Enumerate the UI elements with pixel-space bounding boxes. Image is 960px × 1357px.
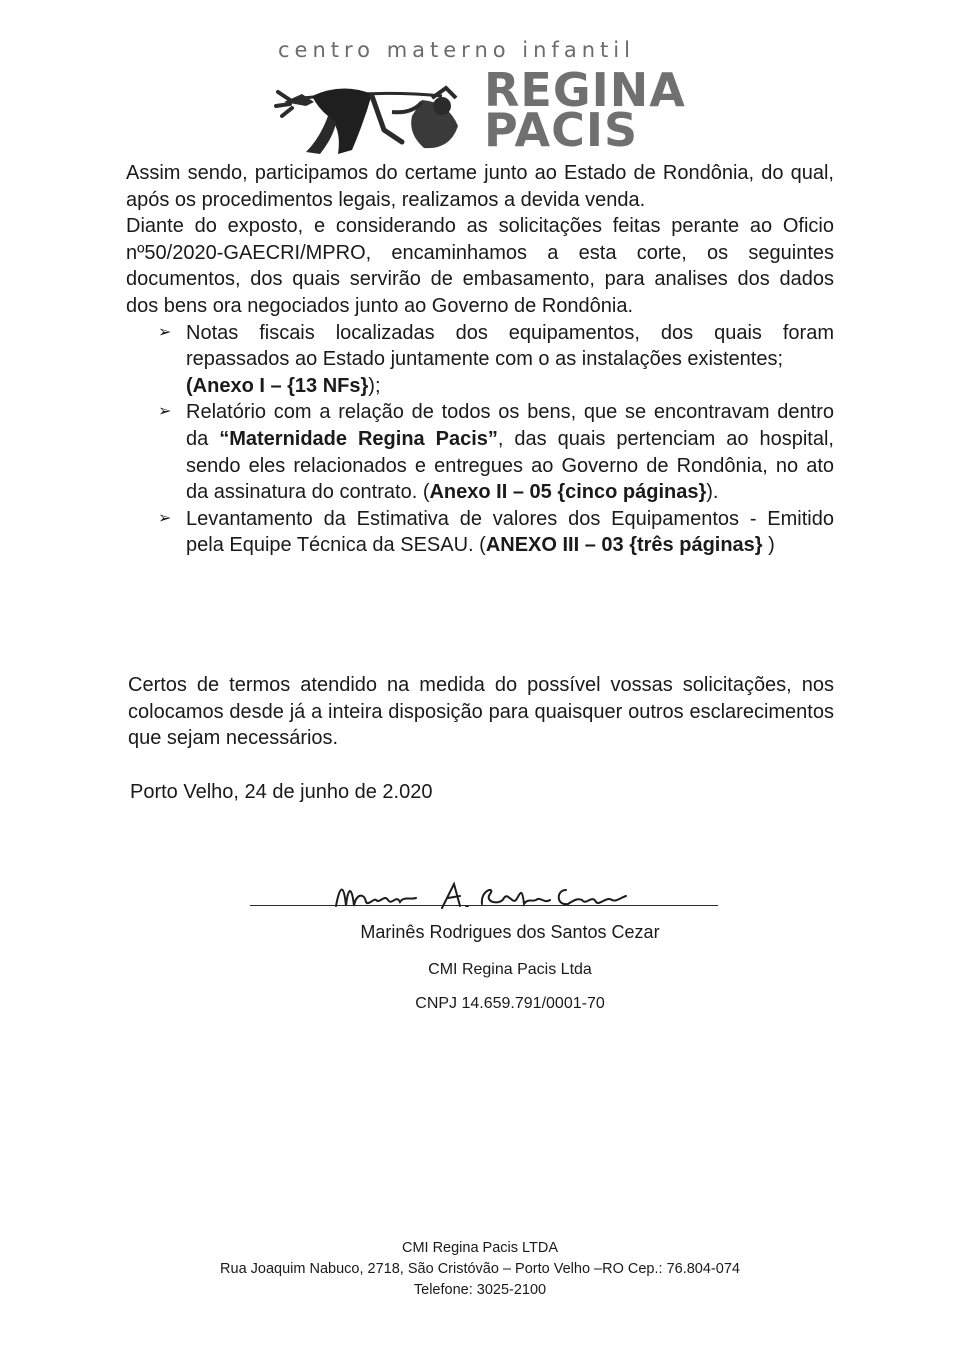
place-date: Porto Velho, 24 de junho de 2.020: [130, 781, 433, 803]
logo-name: [484, 63, 686, 157]
list-item-text: Notas fiscais localizadas dos equipamentos, dos quais foram repassados ao Estado juntamente com o as instalações existentes;: [186, 321, 834, 371]
arrow-bullet-icon: ➢: [158, 403, 172, 421]
annex-ref: Anexo II – 05 {cinco páginas}: [429, 481, 707, 504]
list-item-suffix: ).: [706, 481, 719, 504]
paragraph-sale: Assim sendo, participamos do certame junto ao Estado de Rondônia, do qual, após os procedimentos legais, realizamos a devida venda.: [126, 162, 834, 211]
stork-carrying-baby-icon: [272, 72, 482, 164]
paragraph-documents: Diante do exposto, e considerando as solicitações feitas perante ao Oficio nº50/2020-GAECRI/MPRO, encaminhamos a esta corte, os seguintes documentos, dos quais servirão de embasamento, para analises dos dados dos bens ora negociados junto ao Governo de Rondônia.: [126, 215, 834, 317]
signature-line: [250, 905, 718, 906]
footer: [150, 1238, 810, 1301]
logo-name-line1: REGINA: [484, 63, 686, 117]
list-item-text: Levantamento da Estimativa de valores dos Equipamentos - Emitido pela Equipe Técnica da SESAU. (: [186, 507, 834, 557]
logo-tagline: centro materno infantil: [278, 38, 635, 62]
paragraph-closing: Certos de termos atendido na medida do possível vossas solicitações, nos colocamos desde já a inteira disposição para quaisquer outros esclarecimentos que sejam necessários.: [128, 674, 834, 750]
signer-company: CMI Regina Pacis Ltda: [428, 961, 592, 978]
footer-company: CMI Regina Pacis LTDA: [401, 1240, 559, 1256]
arrow-bullet-icon: ➢: [158, 323, 172, 341]
annex-ref: (Anexo I – {13 NFs}: [186, 374, 369, 397]
footer-phone: Telefone: 3025-2100: [413, 1282, 547, 1298]
list-item: [158, 506, 834, 559]
logo-name-line2: PACIS: [484, 103, 639, 157]
handwritten-signature: [330, 876, 630, 916]
list-item-text: Relatório com a relação de todos os bens, que se encontravam dentro da: [186, 401, 834, 450]
annex-list: [126, 320, 834, 559]
signer-name: Marinês Rodrigues dos Santos Cezar: [360, 922, 660, 942]
letter-body: [126, 160, 834, 559]
list-item-text: , das quais pertenciam ao hospital, sendo eles relacionados e entregues ao Governo de Rondônia, no ato da assinatura do contrato. (: [186, 427, 834, 504]
arrow-bullet-icon: ➢: [158, 509, 172, 527]
list-item: [158, 320, 834, 400]
list-item: [158, 399, 834, 505]
maternity-name: “Maternidade Regina Pacis”: [219, 427, 498, 450]
list-item-suffix: );: [368, 374, 381, 397]
list-item-suffix: ): [762, 534, 775, 557]
annex-ref: ANEXO III – 03 {três páginas}: [485, 534, 763, 557]
signer-cnpj: CNPJ 14.659.791/0001-70: [415, 995, 605, 1012]
footer-address: Rua Joaquim Nabuco, 2718, São Cristóvão – Porto Velho –RO Cep.: 76.804-074: [220, 1261, 740, 1277]
